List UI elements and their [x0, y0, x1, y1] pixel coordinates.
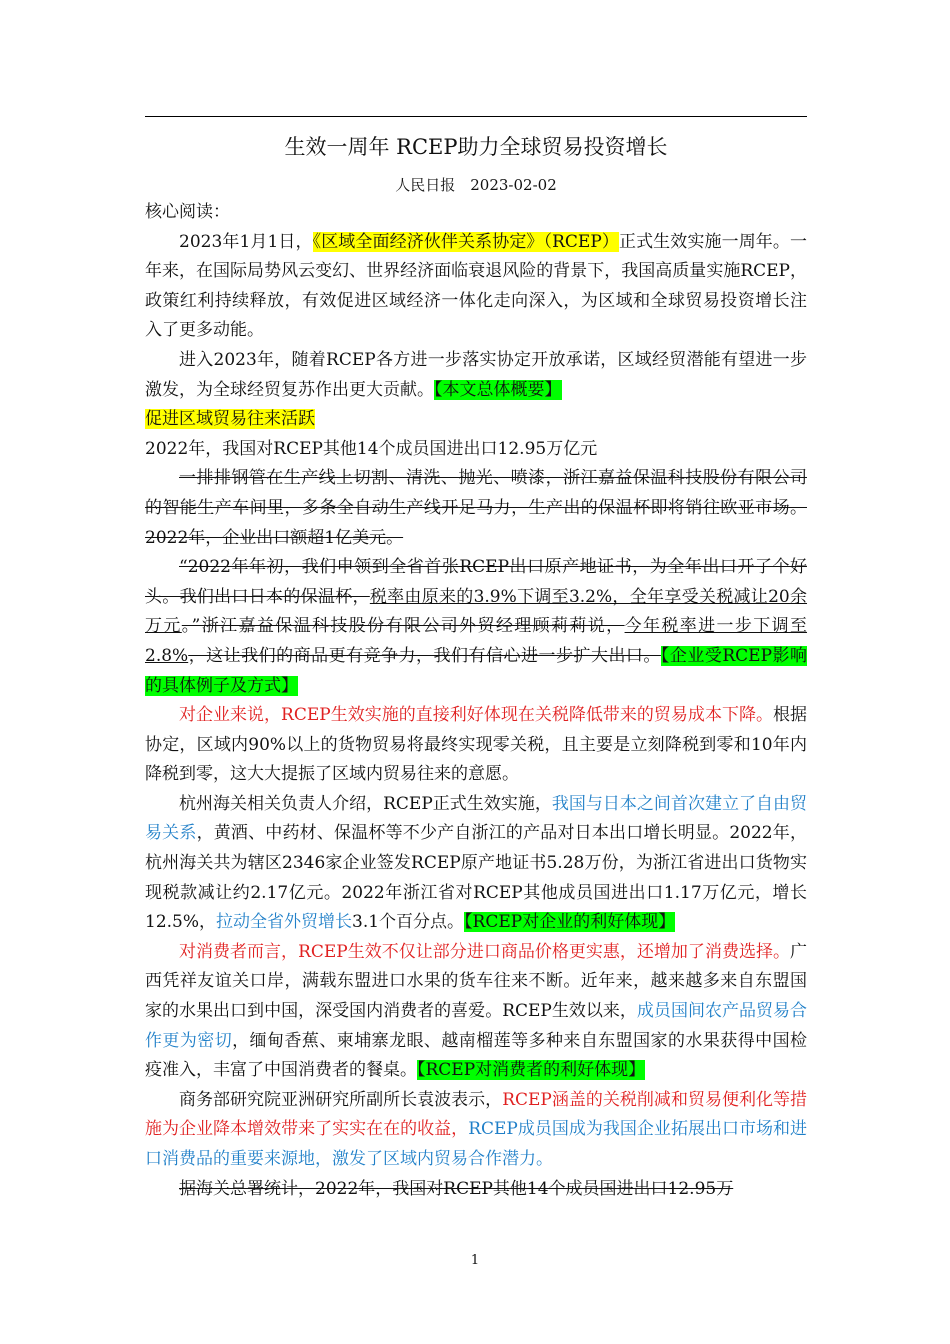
header-rule — [145, 116, 807, 117]
article-meta: 人民日报 2023-02-02 — [395, 176, 557, 194]
article-body — [145, 124, 807, 1204]
article-title: 生效一周年 RCEP助力全球贸易投资增长 — [284, 135, 668, 159]
subheading: 2022年，我国对RCEP其他14个成员国进出口12.95万亿元 — [145, 438, 598, 459]
annotation-tag: 【RCEP对消费者的利好体现】 — [417, 1060, 646, 1081]
paragraph-5: 对企业来说，RCEP生效实施的直接利好体现在关税降低带来的贸易成本下降。根据协定，区域内90%以上的货物贸易将最终实现零关税，且主要是立刻降税到零和10年内降税到零，这大大提振了区域内贸易往来的意愿。 — [145, 705, 808, 785]
underlined-text: 税率由原来的3.9%下调至3.2%，全年享受关税减让20余万元 — [145, 586, 808, 637]
core-reading-label: 核心阅读： — [145, 202, 230, 222]
blue-emphasis: 成员国间农产品贸易合作更为密切 — [145, 1001, 808, 1051]
agreement-name-highlight: 《区域全面经济伙伴关系协定》（RCEP） — [312, 231, 619, 252]
red-emphasis: 对企业来说，RCEP生效实施的直接利好体现在关税降低带来的贸易成本下降。 — [179, 705, 773, 726]
blue-emphasis: 我国与日本之间首次建立了自由贸易关系 — [145, 793, 808, 844]
blue-emphasis: 拉动全省外贸增长 — [216, 912, 353, 933]
annotation-tag: 【企业受RCEP影响的具体例子及方式】 — [145, 645, 807, 696]
paragraph-7: 对消费者而言，RCEP生效不仅让部分进口商品价格更实惠，还增加了消费选择。广西凭祥友谊关口岸，满载东盟进口水果的货车往来不断。近年来，越来越多来自东盟国家的水果出口到中国，深受国内消费者的喜爱。RCEP生效以来，成员国间农产品贸易合作更为密切，缅甸香蕉、柬埔寨龙眼、越南榴莲等多种来自东盟国家的水果获得中国检疫准入，丰富了中国消费者的餐桌。【RCEP对消费者的利好体现】 — [145, 941, 808, 1081]
paragraph-9-struck: 据海关总署统计，2022年，我国对RCEP其他14个成员国进出口12.95万 — [179, 1178, 734, 1199]
annotation-tag: 【RCEP对企业的利好体现】 — [464, 912, 676, 933]
paragraph-1: 2023年1月1日，《区域全面经济伙伴关系协定》（RCEP）正式生效实施一周年。一年来，在国际局势风云变幻、世界经济面临衰退风险的背景下，我国高质量实施RCEP，政策红利持续释放，有效促进区域经济一体化走向深入，为区域和全球贸易投资增长注入了更多动能。 — [145, 231, 807, 341]
underlined-text: 今年税率进一步下调至2.8% — [145, 616, 808, 666]
blue-emphasis: RCEP成员国成为我国企业拓展出口市场和进口消费品的重要来源地，激发了区域内贸易合作潜力。 — [145, 1119, 808, 1169]
red-emphasis: RCEP涵盖的关税削减和贸易便利化等措施为企业降本增效带来了实实在在的收益， — [145, 1089, 808, 1140]
paragraph-6: 杭州海关相关负责人介绍，RCEP正式生效实施，我国与日本之间首次建立了自由贸易关系，黄酒、中药材、保温杯等不少产自浙江的产品对日本出口增长明显。2022年，杭州海关共为辖区2346家企业签发RCEP原产地证书5.28万份，为浙江省进出口货物实现税款减让约2.17亿元。2022年浙江省对RCEP其他成员国进出口1.17万亿元，增长12.5%，拉动全省外贸增长3.1个百分点。【RCEP对企业的利好体现】 — [145, 793, 808, 933]
paragraph-4: “2022年年初，我们申领到全省首张RCEP出口原产地证书，为全年出口开了个好头。我们出口日本的保温杯，税率由原来的3.9%下调至3.2%，全年享受关税减让20余万元。”浙江嘉益保温科技股份有限公司外贸经理顾莉莉说，今年税率进一步下调至2.8%，这让我们的商品更有竞争力，我们有信心进一步扩大出口。【企业受RCEP影响的具体例子及方式】 — [145, 557, 808, 696]
section-heading: 促进区域贸易往来活跃 — [145, 409, 315, 430]
paragraph-2: 进入2023年，随着RCEP各方进一步落实协定开放承诺，区域经贸潜能有望进一步激发，为全球经贸复苏作出更大贡献。【本文总体概要】 — [145, 349, 807, 400]
page-number: 1 — [470, 1253, 480, 1268]
red-emphasis: 对消费者而言，RCEP生效不仅让部分进口商品价格更实惠，还增加了消费选择。 — [179, 941, 790, 962]
paragraph-8: 商务部研究院亚洲研究所副所长袁波表示，RCEP涵盖的关税削减和贸易便利化等措施为企业降本增效带来了实实在在的收益，RCEP成员国成为我国企业拓展出口市场和进口消费品的重要来源地，激发了区域内贸易合作潜力。 — [145, 1089, 808, 1169]
annotation-tag: 【本文总体概要】 — [434, 379, 562, 400]
paragraph-3-struck: 一排排钢管在生产线上切割、清洗、抛光、喷漆，浙江嘉益保温科技股份有限公司的智能生产车间里，多条全自动生产线开足马力，生产出的保温杯即将销往欧亚市场。2022年，企业出口额超1亿美元。 — [145, 468, 807, 548]
